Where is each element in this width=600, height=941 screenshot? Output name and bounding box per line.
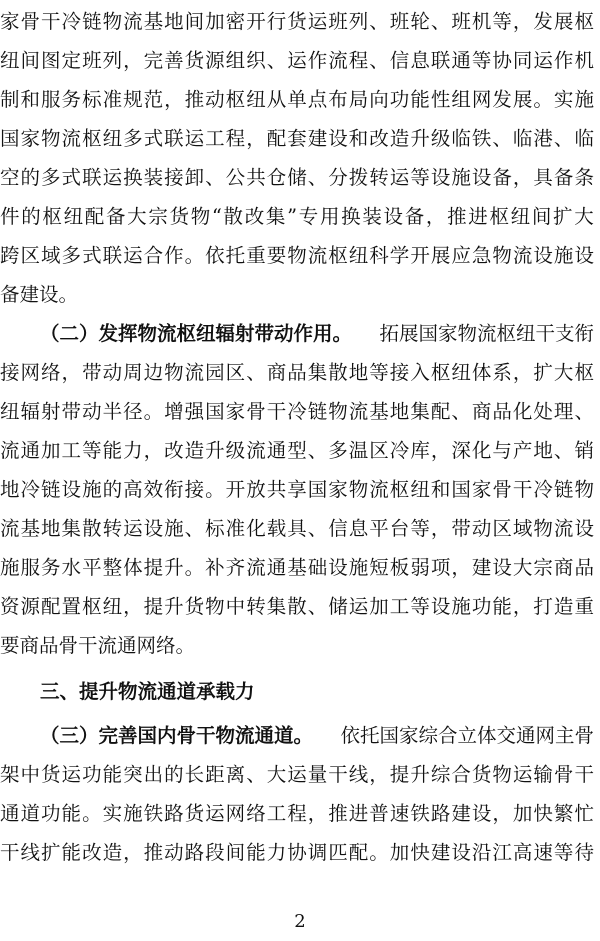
paragraph-1-line-3: 制 和 服 务 标 准 规 范 ， 推 动 枢 纽 从 单 点 布 局 向 功 能 性 组 网 发 展 。 实 施: [0, 88, 594, 111]
paragraph-2-line-8: 资 源 配 置 枢 纽 ， 提 升 货 物 中 转 集 散 、 储 运 加 工 等 设 施 功 能 ， 打 造 重: [0, 595, 594, 618]
paragraph-1-line-8: 备建设。: [0, 283, 79, 306]
paragraph-1-line-7: 跨 区 域 多 式 联 运 合 作 。 依 托 重 要 物 流 枢 纽 科 学 开 展 应 急 物 流 设 施 设: [0, 244, 594, 267]
paragraph-3-line-1: [40, 716, 594, 756]
paragraph-2-line-3: 纽 辐 射 带 动 半 径 。 增 强 国 家 骨 干 冷 链 物 流 基 地 集 配 、 商 品 化 处 理 、: [0, 400, 594, 423]
paragraph-3-line-1-text: 依托国家综合立体交通网主骨: [340, 724, 594, 747]
paragraph-2-line-9: 要商品骨干流通网络。: [0, 634, 196, 657]
paragraph-2-line-7: 施 服 务 水 平 整 体 提 升 。 补 齐 流 通 基 础 设 施 短 板 弱 项 ， 建 设 大 宗 商 品: [0, 556, 594, 579]
paragraph-2-line-1-text: 拓展国家物流枢纽干支衔: [379, 322, 594, 345]
paragraph-1-line-2: 纽 间 图 定 班 列 ， 完 善 货 源 组 织 、 运 作 流 程 、 信 息 联 通 等 协 同 运 作 机: [0, 49, 594, 72]
paragraph-1-line-1: 家 骨 干 冷 链 物 流 基 地 间 加 密 开 行 货 运 班 列 、 班 轮 、 班 机 等 ， 发 展 枢: [0, 10, 594, 33]
section-3-title: 三、提升物流通道承载力: [40, 680, 255, 703]
paragraph-3-heading: （三）完善国内骨干物流通道。: [40, 724, 314, 747]
paragraph-2-line-1: [40, 314, 594, 354]
paragraph-1-line-6: 件 的 枢 纽 配 备 大 宗 货 物 “ 散 改 集 ” 专 用 换 装 设 备 ， 推 进 枢 纽 间 扩 大: [0, 205, 594, 228]
paragraph-3-line-2: 架 中 货 运 功 能 突 出 的 长 距 离 、 大 运 量 干 线 ， 提 升 综 合 货 物 运 输 骨 干: [0, 763, 594, 786]
paragraph-2-line-4: 流 通 加 工 等 能 力 ， 改 造 升 级 流 通 型 、 多 温 区 冷 库 ， 深 化 与 产 地 、 销: [0, 439, 594, 462]
page-number: 2: [294, 911, 306, 932]
paragraph-1-line-5: 空 的 多 式 联 运 换 装 接 卸 、 公 共 仓 储 、 分 拨 转 运 等 设 施 设 备 ， 具 备 条: [0, 166, 594, 189]
paragraph-3-line-4: 干 线 扩 能 改 造 ， 推 动 路 段 间 能 力 协 调 匹 配 。 加 快 建 设 沿 江 高 速 等 待: [0, 841, 594, 864]
paragraph-3-line-3: 通 道 功 能 。 实 施 铁 路 货 运 网 络 工 程 ， 推 进 普 速 铁 路 建 设 ， 加 快 繁 忙: [0, 802, 594, 825]
paragraph-2-heading: （二）发挥物流枢纽辐射带动作用。: [40, 322, 353, 345]
paragraph-2-line-2: 接 网 络 ， 带 动 周 边 物 流 园 区 、 商 品 集 散 地 等 接 入 枢 纽 体 系 ， 扩 大 枢: [0, 361, 594, 384]
paragraph-2-line-6: 流 基 地 集 散 转 运 设 施 、 标 准 化 载 具 、 信 息 平 台 等 ， 带 动 区 域 物 流 设: [0, 517, 594, 540]
paragraph-2-line-5: 地 冷 链 设 施 的 高 效 衔 接 。 开 放 共 享 国 家 物 流 枢 纽 和 国 家 骨 干 冷 链 物: [0, 478, 594, 501]
paragraph-1-line-4: 国 家 物 流 枢 纽 多 式 联 运 工 程 ， 配 套 建 设 和 改 造 升 级 临 铁 、 临 港 、 临: [0, 127, 594, 150]
